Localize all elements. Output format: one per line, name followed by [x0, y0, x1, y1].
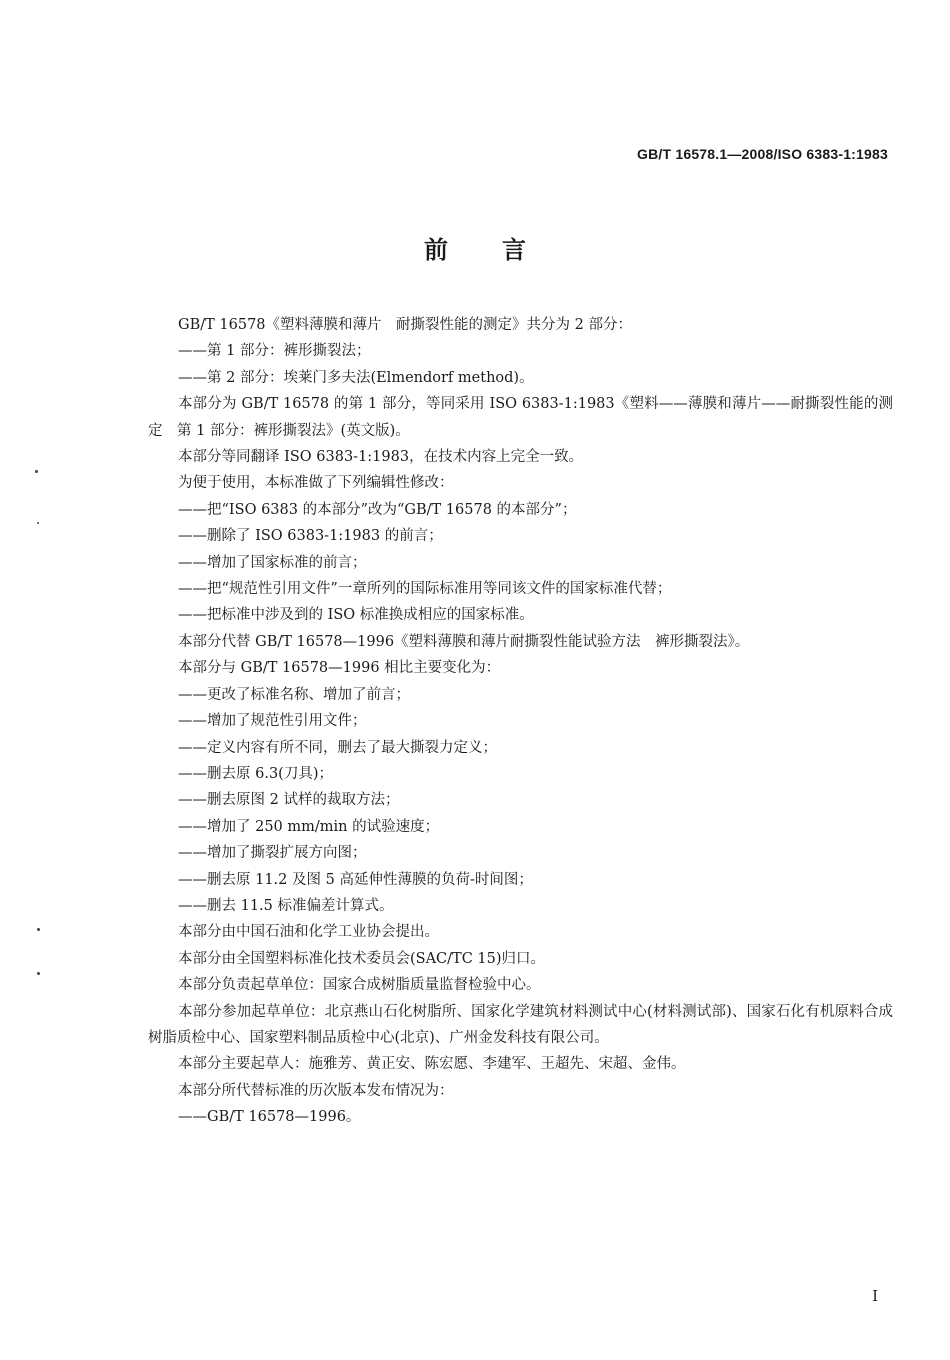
scan-speck: [37, 928, 40, 931]
list-item: ——定义内容有所不同，删去了最大撕裂力定义；: [178, 739, 497, 756]
scan-speck: [35, 470, 38, 473]
list-item: ——更改了标准名称、增加了前言；: [178, 686, 410, 703]
scan-speck: [37, 522, 39, 524]
paragraph-editorial-changes: 为便于使用，本标准做了下列编辑性修改：: [178, 475, 454, 492]
paragraph-main-changes: 本部分与 GB/T 16578—1996 相比主要变化为：: [178, 660, 501, 677]
paragraph-main-drafters: 本部分主要起草人：施雅芳、黄正安、陈宏愿、李建军、王超先、宋超、金伟。: [178, 1056, 686, 1073]
list-item: ——第 2 部分：埃莱门多夫法(Elmendorf method)。: [178, 369, 534, 386]
list-item: ——删去原图 2 试样的裁取方法；: [178, 792, 400, 809]
list-item: ——删去原 6.3(刀具)；: [178, 765, 333, 782]
list-item: ——GB/T 16578—1996。: [178, 1109, 361, 1126]
page-number: I: [872, 1287, 878, 1305]
paragraph-previous-editions: 本部分所代替标准的历次版本发布情况为：: [178, 1082, 454, 1099]
list-item: ——删除了 ISO 6383-1:1983 的前言；: [178, 528, 443, 545]
list-item: ——增加了规范性引用文件；: [178, 713, 367, 730]
page-title: 前言: [424, 236, 580, 264]
list-item: ——增加了撕裂扩展方向图；: [178, 845, 367, 862]
paragraph-proposed-by: 本部分由中国石油和化学工业协会提出。: [178, 924, 439, 941]
paragraph-centralized-by: 本部分由全国塑料标准化技术委员会(SAC/TC 15)归口。: [178, 950, 546, 967]
paragraph-translation: 本部分等同翻译 ISO 6383-1:1983，在技术内容上完全一致。: [178, 449, 584, 466]
paragraph-responsible-drafter: 本部分负责起草单位：国家合成树脂质量监督检验中心。: [178, 977, 541, 994]
paragraph-adoption: 本部分为 GB/T 16578 的第 1 部分，等同采用 ISO 6383-1:1983《塑料——薄膜和薄片——耐撕裂性能的测定 第 1 部分：裤形撕裂法》(英文版)。: [148, 396, 893, 439]
list-item: ——第 1 部分：裤形撕裂法；: [178, 343, 371, 360]
paragraph-participating-drafters: 本部分参加起草单位：北京燕山石化树脂所、国家化学建筑材料测试中心(材料测试部)、国家石化有机原料合成树脂质检中心、国家塑料制品质检中心(北京)、广州金发科技有限公司。: [148, 1003, 893, 1046]
list-item: ——把“规范性引用文件”一章所列的国际标准用等同该文件的国家标准代替；: [178, 581, 672, 598]
list-item: ——把“ISO 6383 的本部分”改为“GB/T 16578 的本部分”；: [178, 501, 577, 518]
paragraph-parts-intro: GB/T 16578《塑料薄膜和薄片 耐撕裂性能的测定》共分为 2 部分：: [178, 317, 632, 333]
list-item: ——增加了 250 mm/min 的试验速度；: [178, 818, 440, 835]
list-item: ——删去 11.5 标准偏差计算式。: [178, 897, 394, 914]
list-item: ——删去原 11.2 及图 5 高延伸性薄膜的负荷-时间图；: [178, 871, 533, 888]
scan-speck: [37, 972, 40, 975]
foreword-body: [148, 312, 893, 1131]
paragraph-replaces: 本部分代替 GB/T 16578—1996《塑料薄膜和薄片耐撕裂性能试验方法 裤形撕裂法》。: [178, 633, 750, 650]
standard-code-header: GB/T 16578.1—2008/ISO 6383-1:1983: [637, 146, 888, 162]
list-item: ——增加了国家标准的前言；: [178, 554, 367, 571]
list-item: ——把标准中涉及到的 ISO 标准换成相应的国家标准。: [178, 607, 534, 624]
